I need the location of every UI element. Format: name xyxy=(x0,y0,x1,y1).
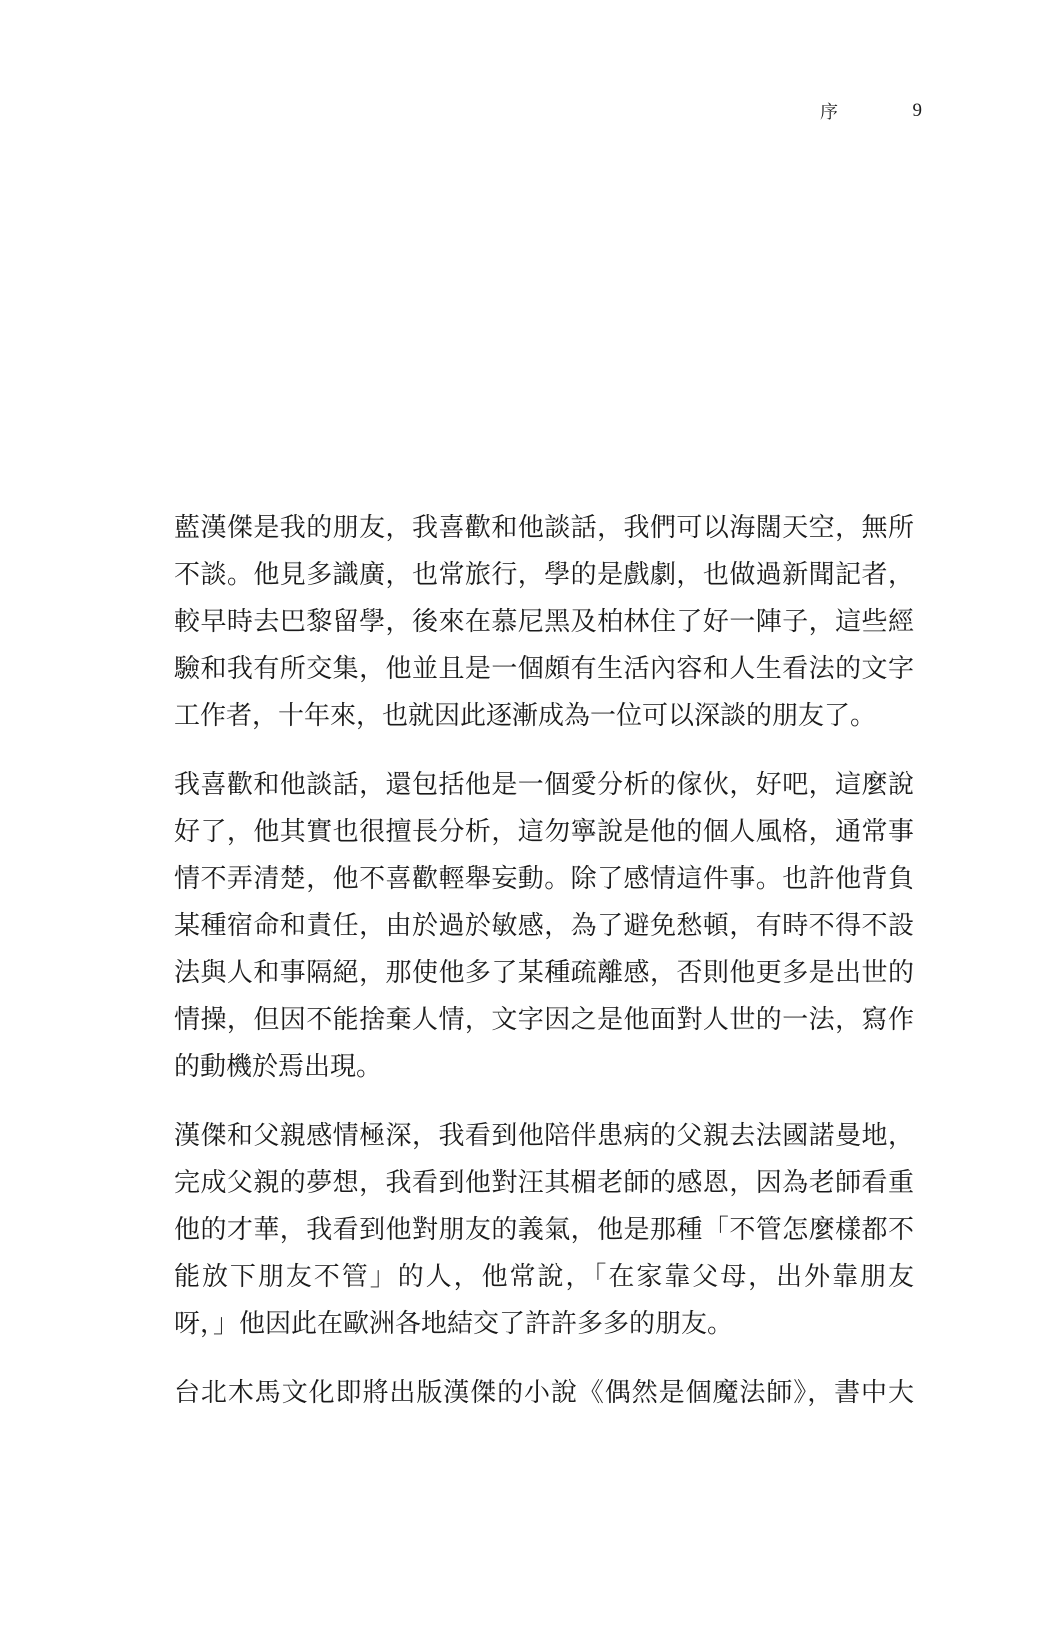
running-header xyxy=(820,96,922,126)
text-line: 較早時去巴黎留學，後來在慕尼黑及柏林住了好一陣子，這些經 xyxy=(174,607,914,637)
text-line: 某種宿命和責任，由於過於敏感，為了避免愁頓，有時不得不設 xyxy=(174,911,914,941)
text-line: 我喜歡和他談話，還包括他是一個愛分析的傢伙，好吧，這麼說 xyxy=(174,770,914,800)
section-title: 序 xyxy=(820,102,838,123)
text-line: 工作者，十年來，也就因此逐漸成為一位可以深談的朋友了。 xyxy=(174,701,877,731)
text-line: 能放下朋友不管」的人，他常說，「在家靠父母，出外靠朋友 xyxy=(174,1262,914,1292)
paragraph-4 xyxy=(174,1370,914,1417)
body-text xyxy=(174,505,914,1439)
text-line: 好了，他其實也很擅長分析，這勿寧說是他的個人風格，通常事 xyxy=(174,817,914,847)
text-line: 驗和我有所交集，他並且是一個頗有生活內容和人生看法的文字 xyxy=(174,654,914,684)
text-line: 台北木馬文化即將出版漢傑的小說《偶然是個魔法師》，書中大 xyxy=(174,1378,914,1408)
text-line: 不談。他見多識廣，也常旅行，學的是戲劇，也做過新聞記者， xyxy=(174,560,914,590)
text-line: 呀，」他因此在歐洲各地結交了許許多多的朋友。 xyxy=(174,1309,734,1339)
text-line: 的動機於焉出現。 xyxy=(174,1052,383,1082)
paragraph-3 xyxy=(174,1113,914,1348)
text-line: 藍漢傑是我的朋友，我喜歡和他談話，我們可以海闊天空，無所 xyxy=(174,513,914,543)
text-line: 法與人和事隔絕，那使他多了某種疏離感，否則他更多是出世的 xyxy=(174,958,914,988)
text-line: 漢傑和父親感情極深，我看到他陪伴患病的父親去法國諾曼地， xyxy=(174,1121,914,1151)
paragraph-2 xyxy=(174,762,914,1091)
text-line: 他的才華，我看到他對朋友的義氣，他是那種「不管怎麼樣都不 xyxy=(174,1215,914,1245)
text-line: 情操，但因不能捨棄人情，文字因之是他面對人世的一法，寫作 xyxy=(174,1005,914,1035)
text-line: 情不弄清楚，他不喜歡輕舉妄動。除了感情這件事。也許他背負 xyxy=(174,864,914,894)
text-line: 完成父親的夢想，我看到他對汪其楣老師的感恩，因為老師看重 xyxy=(174,1168,914,1198)
page-number: 9 xyxy=(912,100,922,121)
paragraph-1 xyxy=(174,505,914,740)
